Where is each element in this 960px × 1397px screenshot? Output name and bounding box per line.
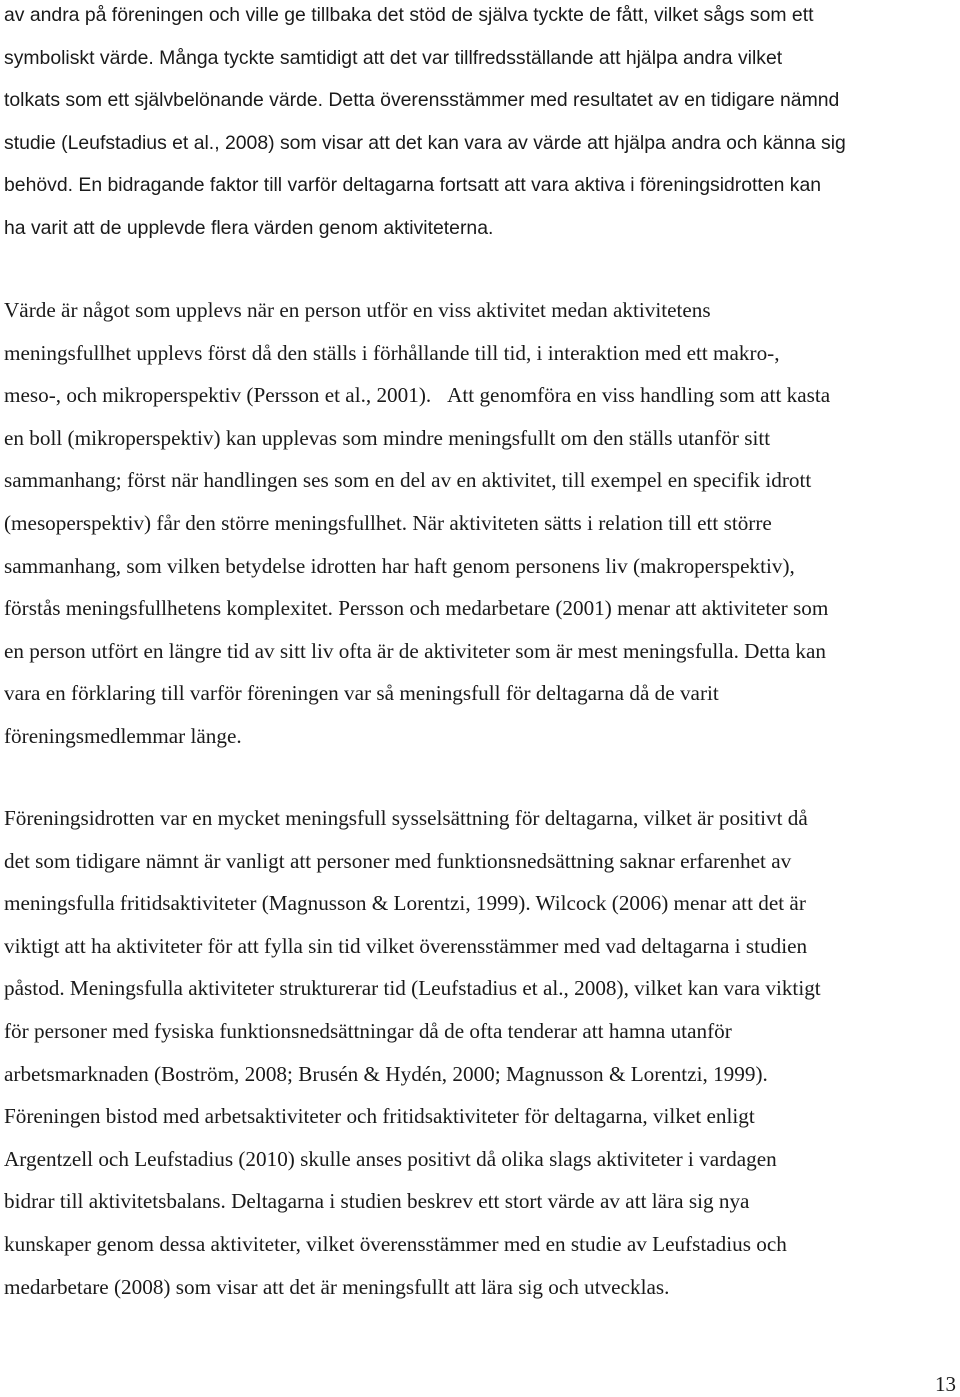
text-line: studie (Leufstadius et al., 2008) som visar att det kan vara av värde att hjälpa andra och känna sig bbox=[4, 131, 846, 154]
text-line: en boll (mikroperspektiv) kan upplevas som mindre meningsfullt om den ställs utanför sitt bbox=[4, 425, 771, 450]
text-line: kunskaper genom dessa aktiviteter, vilket överensstämmer med en studie av Leufstadius och bbox=[4, 1231, 787, 1256]
text-line: förstås meningsfullhetens komplexitet. Persson och medarbetare (2001) menar att aktiviteter som bbox=[4, 596, 829, 621]
paragraph-1 bbox=[4, 0, 846, 250]
text-line: Föreningen bistod med arbetsaktiviteter och fritidsaktiviteter för deltagarna, vilket enligt bbox=[4, 1104, 755, 1129]
text-line: behövd. En bidragande faktor till varför deltagarna fortsatt att vara aktiva i föreningsidrotten kan bbox=[4, 174, 822, 197]
text-line: en person utfört en längre tid av sitt liv ofta är de aktiviteter som är mest meningsfulla. Detta kan bbox=[4, 638, 826, 663]
text-line: (mesoperspektiv) får den större meningsfullhet. När aktiviteten sätts i relation till ett större bbox=[4, 510, 772, 535]
text-segment: Att genomföra en viss handling som att kasta bbox=[447, 383, 831, 408]
text-line-mixed bbox=[4, 374, 830, 417]
page-number: 13 bbox=[935, 1372, 956, 1396]
text-line: av andra på föreningen och ville ge tillbaka det stöd de själva tyckte de fått, vilket sågs som ett bbox=[4, 4, 814, 26]
text-line: Föreningsidrotten var en mycket meningsfull sysselsättning för deltagarna, vilket är positivt då bbox=[4, 806, 808, 830]
text-line: symboliskt värde. Många tyckte samtidigt att det var tillfredsställande att hjälpa andra vilket bbox=[4, 46, 783, 69]
text-line: föreningsmedlemmar länge. bbox=[4, 723, 242, 748]
text-line: viktigt att ha aktiviteter för att fylla sin tid vilket överensstämmer med vad deltagarna i studien bbox=[4, 933, 808, 958]
text-line: medarbetare (2008) som visar att det är meningsfullt att lära sig och utvecklas. bbox=[4, 1274, 670, 1299]
paragraph-3 bbox=[4, 797, 821, 1308]
text-line: för personer med fysiska funktionsnedsättningar då de ofta tenderar att hamna utanför bbox=[4, 1018, 732, 1043]
text-line: meningsfulla fritidsaktiviteter (Magnusson & Lorentzi, 1999). Wilcock (2006) menar att det är bbox=[4, 891, 806, 916]
paragraph-2 bbox=[4, 289, 830, 758]
text-segment: meso-, och mikroperspektiv (Persson et al., 2001). bbox=[4, 383, 432, 408]
text-line: Värde är något som upplevs när en person utför en viss aktivitet medan aktivitetens bbox=[4, 298, 711, 322]
text-line: sammanhang; först när handlingen ses som en del av en aktivitet, till exempel en specifik idrott bbox=[4, 468, 812, 493]
text-line: bidrar till aktivitetsbalans. Deltagarna i studien beskrev ett stort värde av att lära sig nya bbox=[4, 1189, 750, 1214]
text-line: tolkats som ett självbelönande värde. Detta överensstämmer med resultatet av en tidigare nämnd bbox=[4, 89, 840, 112]
text-line: sammanhang, som vilken betydelse idrotten har haft genom personens liv (makroperspektiv), bbox=[4, 553, 795, 578]
text-line: meningsfullhet upplevs först då den ställs i förhållande till tid, i interaktion med ett makro-, bbox=[4, 340, 780, 365]
text-line: vara en förklaring till varför föreningen var så meningsfull för deltagarna då de varit bbox=[4, 681, 719, 706]
text-line: påstod. Meningsfulla aktiviteter strukturerar tid (Leufstadius et al., 2008), vilket kan vara viktigt bbox=[4, 976, 821, 1001]
text-line: det som tidigare nämnt är vanligt att personer med funktionsnedsättning saknar erfarenhet av bbox=[4, 848, 792, 873]
text-line: Argentzell och Leufstadius (2010) skulle anses positivt då olika slags aktiviteter i vardagen bbox=[4, 1146, 777, 1171]
text-line: ha varit att de upplevde flera värden genom aktiviteterna. bbox=[4, 216, 494, 239]
text-line: arbetsmarknaden (Boström, 2008; Brusén & Hydén, 2000; Magnusson & Lorentzi, 1999). bbox=[4, 1061, 768, 1086]
